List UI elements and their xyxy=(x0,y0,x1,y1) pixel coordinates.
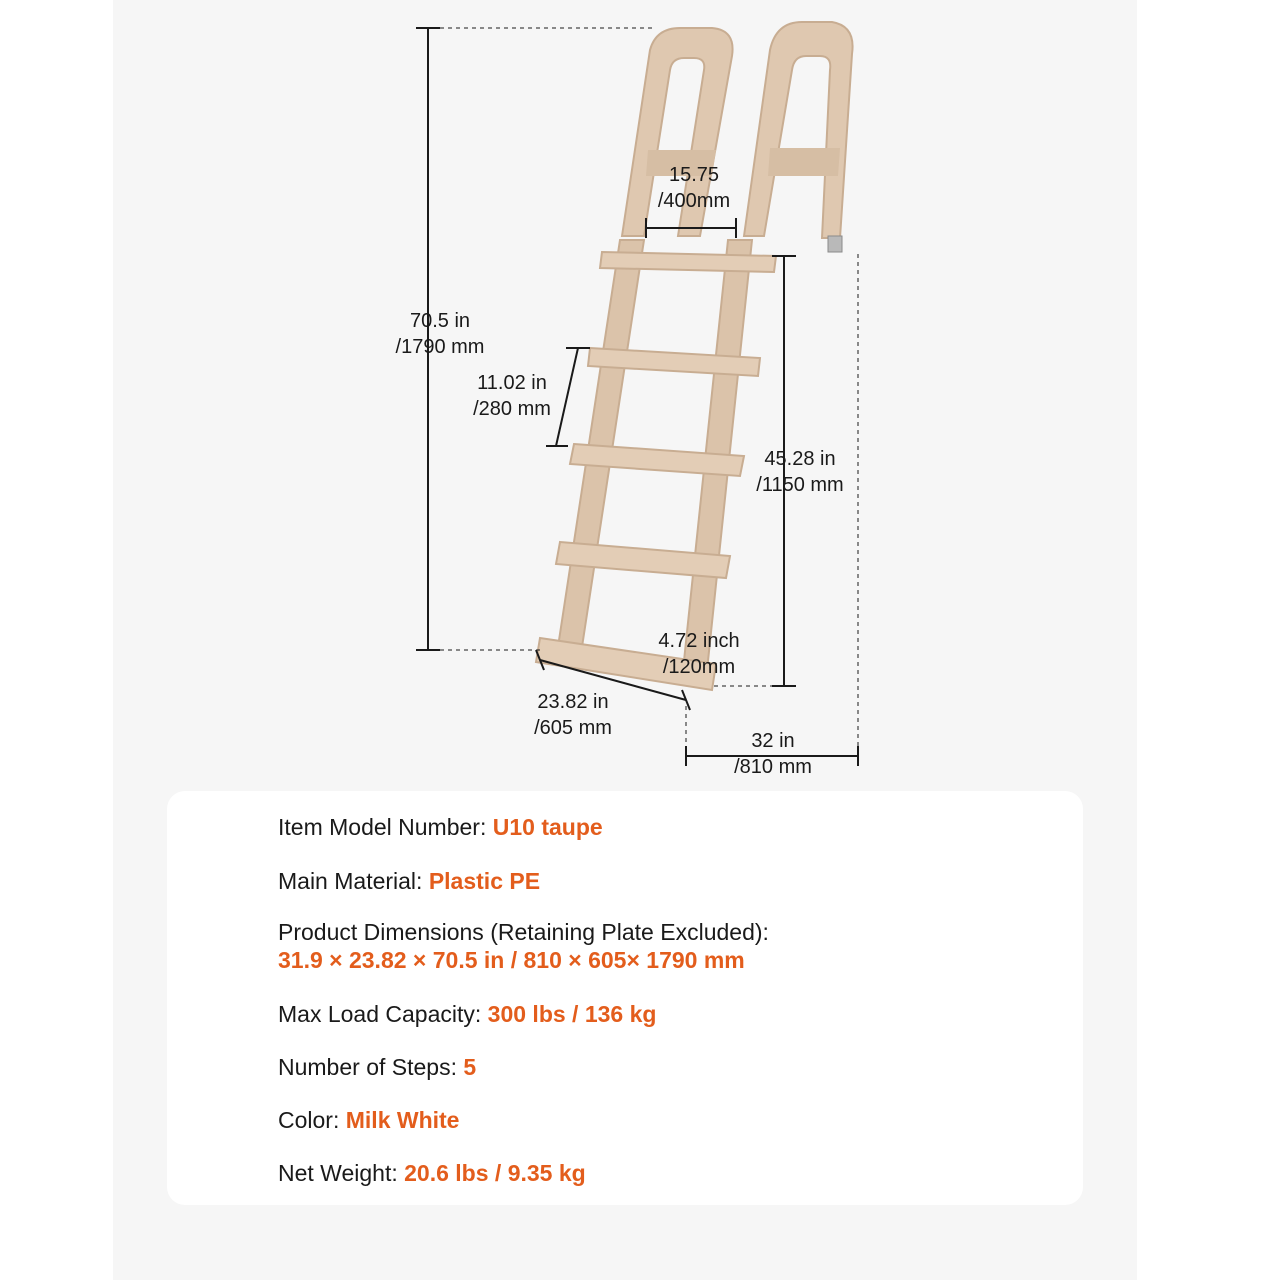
spec-net-weight xyxy=(278,1159,586,1187)
spec-value: U10 taupe xyxy=(492,814,603,840)
spec-value: 20.6 lbs / 9.35 kg xyxy=(404,1160,586,1186)
spec-value: 31.9 × 23.82 × 70.5 in / 810 × 605× 1790 mm xyxy=(278,947,745,973)
spec-max-load xyxy=(278,1000,656,1028)
spec-color xyxy=(278,1106,459,1134)
spec-main-material xyxy=(278,867,540,895)
spec-product-dimensions xyxy=(278,918,769,974)
ladder-illustration xyxy=(536,22,853,690)
total-height-label: 70.5 in /1790 mm xyxy=(395,310,485,358)
spec-label: Color: xyxy=(278,1107,346,1133)
spec-number-of-steps xyxy=(278,1053,476,1081)
step-section-height-label: 45.28 in /1150 mm xyxy=(756,448,844,496)
depth-label: 32 in /810 mm xyxy=(734,730,812,778)
spec-value: Plastic PE xyxy=(428,868,541,894)
spec-label: Product Dimensions (Retaining Plate Excluded): xyxy=(278,919,769,945)
step-spacing-label: 11.02 in /280 mm xyxy=(473,372,551,420)
spec-label: Item Model Number: xyxy=(278,814,493,840)
right-handrail xyxy=(744,22,853,238)
step-depth-label: 4.72 inch /120mm xyxy=(658,630,740,678)
spec-label: Net Weight: xyxy=(278,1160,405,1186)
spec-label: Number of Steps: xyxy=(278,1054,464,1080)
spec-label: Max Load Capacity: xyxy=(278,1001,488,1027)
spec-model-number xyxy=(278,813,603,841)
spec-value: 5 xyxy=(463,1054,477,1080)
width-label: 23.82 in /605 mm xyxy=(534,691,612,739)
spec-value: 300 lbs / 136 kg xyxy=(487,1001,657,1027)
handrail-gap-label: 15.75 /400mm xyxy=(657,164,731,212)
spec-value: Milk White xyxy=(345,1107,460,1133)
specifications-card xyxy=(167,791,1083,1205)
spec-label: Main Material: xyxy=(278,868,429,894)
